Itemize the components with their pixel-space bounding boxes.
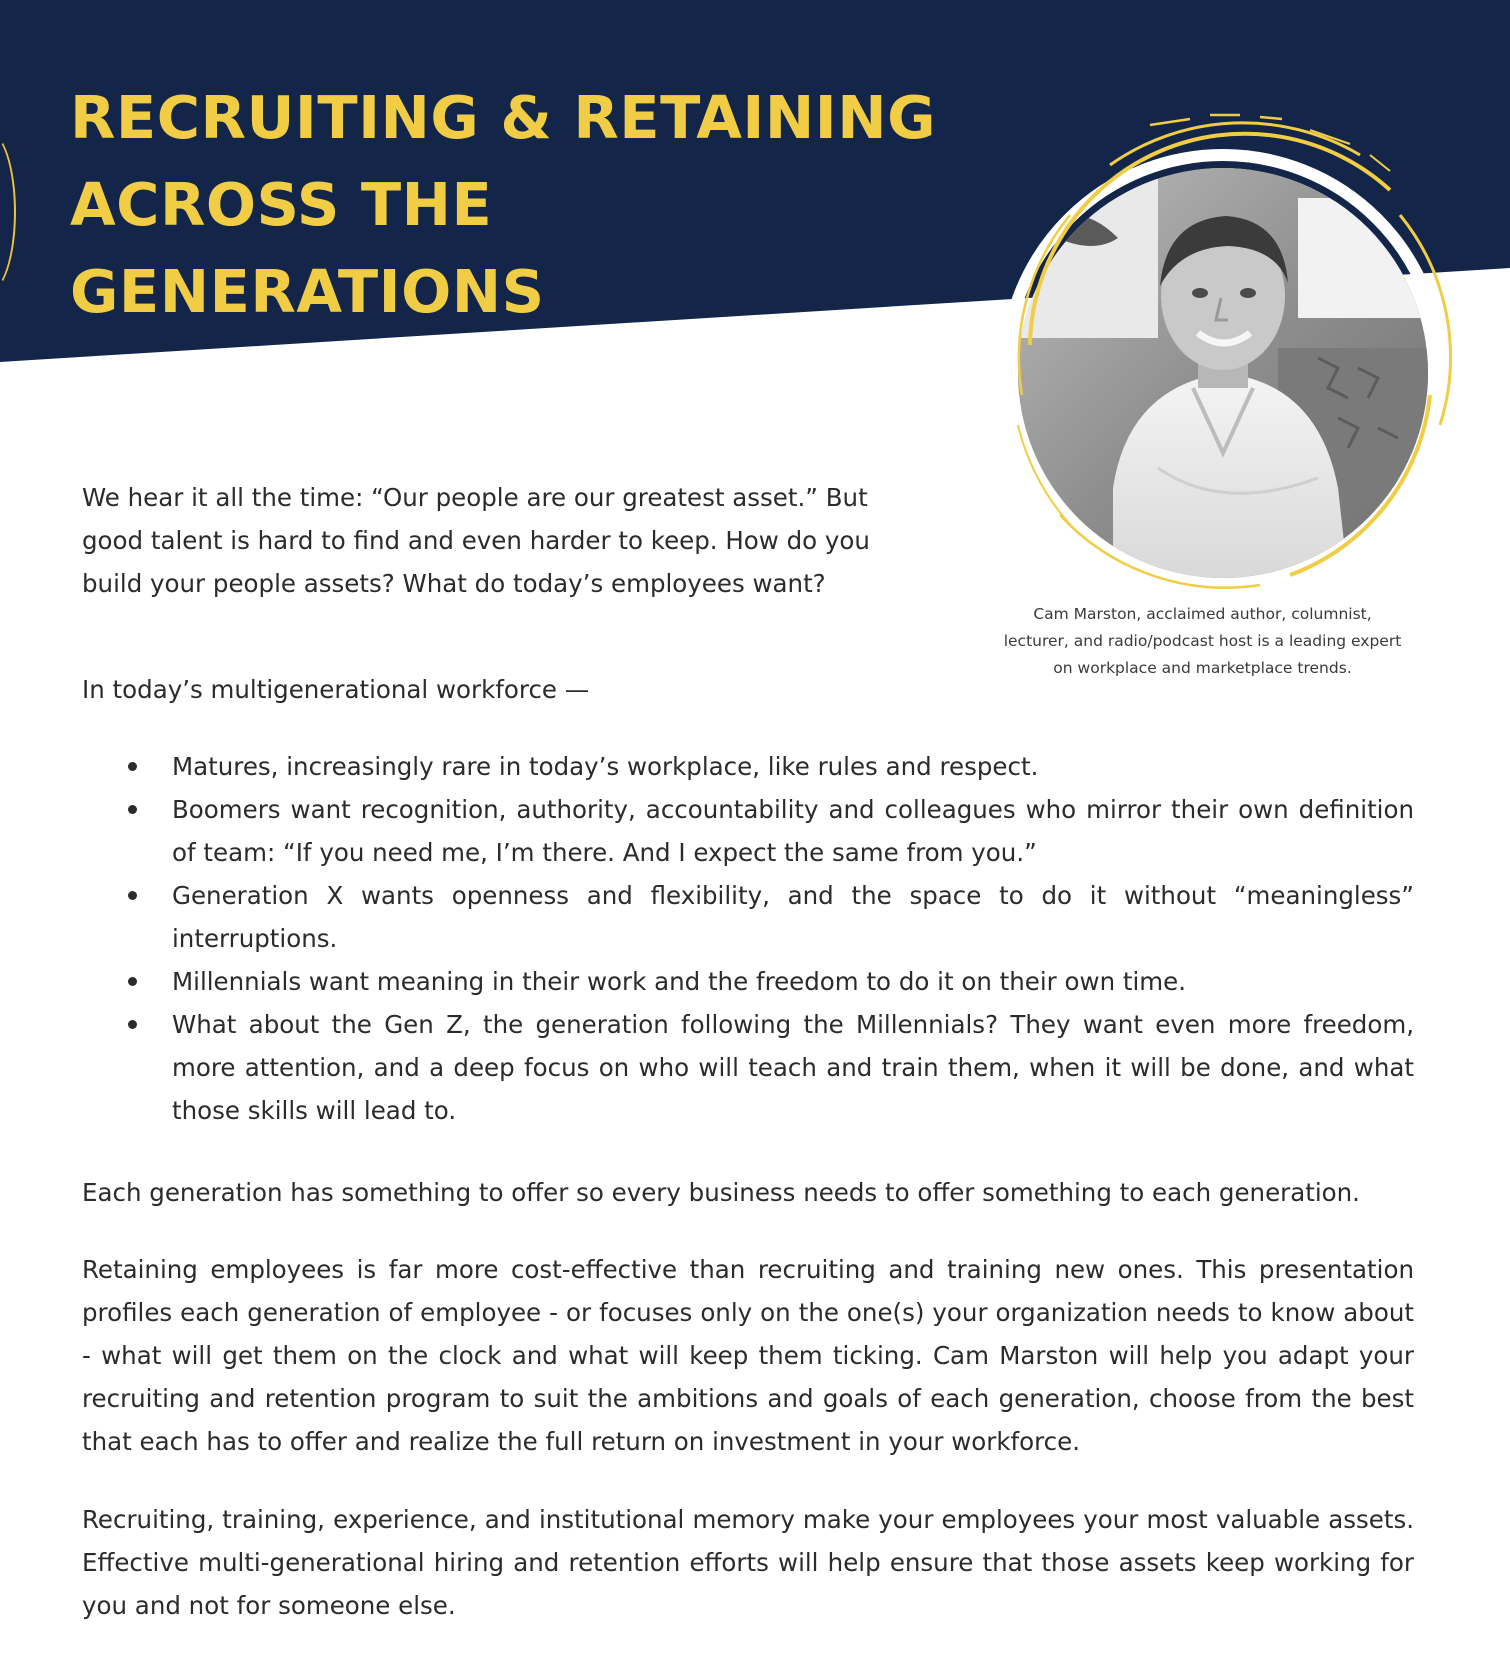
list-item-text: Millennials want meaning in their work and the freedom to do it on their own time. [172, 967, 1187, 996]
list-item-text: Boomers want recognition, authority, accountability and colleagues who mirror their own definition of team: “If you need me, I’m there. And I expect the same from you.” [172, 795, 1414, 867]
portrait-caption: Cam Marston, acclaimed author, columnist, lecturer, and radio/podcast host is a leading expert on workplace and marketplace trends. [1003, 605, 1402, 677]
list-item-text: Matures, increasingly rare in today’s workplace, like rules and respect. [172, 752, 1039, 781]
list-item-text: Generation X wants openness and flexibility, and the space to do it without “meaningless” interruptions. [172, 881, 1414, 953]
bullet-dot-icon [128, 762, 137, 771]
list-item [82, 745, 1414, 788]
portrait [960, 95, 1480, 595]
list-item [82, 1003, 1414, 1132]
portrait-brush-ring [960, 95, 1480, 595]
list-lead-in: In today’s multigenerational workforce — [82, 675, 590, 704]
list-item [82, 788, 1414, 874]
bullet-dot-icon [128, 805, 137, 814]
body-paragraph-3: Recruiting, training, experience, and institutional memory make your employees your most valuable assets. Effective multi-generational hiring and retention efforts will help ensure that those assets keep working for you and not for someone else. [82, 1505, 1414, 1620]
bullet-dot-icon [128, 1020, 137, 1029]
list-item [82, 960, 1414, 1003]
list-item [82, 874, 1414, 960]
body-paragraph-1: Each generation has something to offer so every business needs to offer something to each generation. [82, 1178, 1360, 1207]
bullet-dot-icon [128, 891, 137, 900]
page-title [70, 74, 970, 335]
bullet-dot-icon [128, 977, 137, 986]
page-title-line-1: RECRUITING & RETAINING [70, 83, 937, 152]
body-paragraph-2: Retaining employees is far more cost-effective than recruiting and training new ones. This presentation profiles each generation of employee - or focuses only on the one(s) your organization needs to know about - what will get them on the clock and what will keep them ticking. Cam Marston will help you adapt your recruiting and retention program to suit the ambitions and goals of each generation, choose from the best that each has to offer and realize the full return on investment in your workforce. [82, 1255, 1414, 1456]
generations-list [82, 745, 1414, 1132]
page-title-line-2: ACROSS THE GENERATIONS [70, 170, 545, 326]
list-item-text: What about the Gen Z, the generation following the Millennials? They want even more freedom, more attention, and a deep focus on who will teach and train them, when it will be done, and what those skills will lead to. [172, 1010, 1414, 1125]
intro-paragraph: We hear it all the time: “Our people are our greatest asset.” But good talent is hard to find and even harder to keep. How do you build your people assets? What do today’s employees want? [82, 483, 870, 598]
